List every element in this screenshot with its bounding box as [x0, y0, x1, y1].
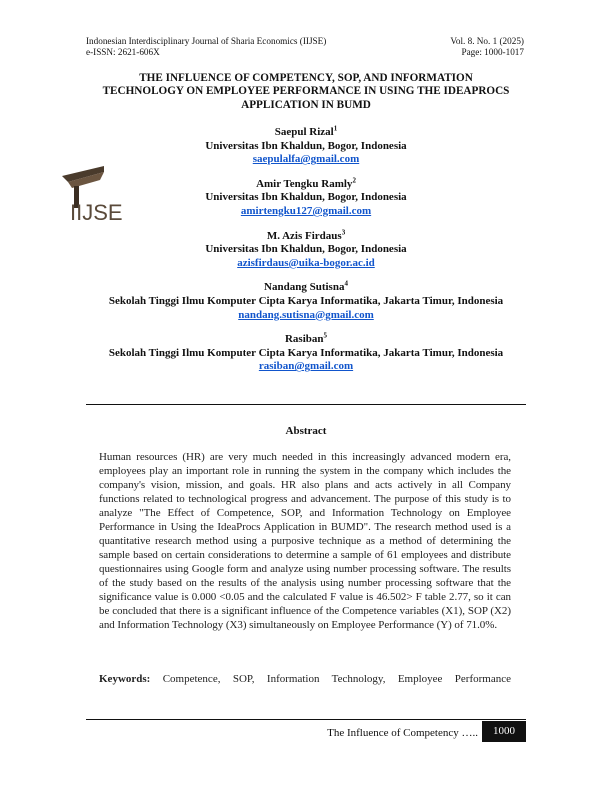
journal-pages: Page: 1000-1017	[461, 47, 524, 57]
page-number: 1000	[482, 721, 526, 742]
journal-issn: e-ISSN: 2621-606X	[86, 47, 160, 57]
author-affiliation: Universitas Ibn Khaldun, Bogor, Indonesia	[205, 139, 407, 152]
author-block	[60, 178, 552, 219]
footer-divider	[86, 719, 526, 720]
author-affiliation: Universitas Ibn Khaldun, Bogor, Indonesia	[205, 191, 407, 204]
keywords-line	[99, 672, 511, 686]
title-line: THE INFLUENCE OF COMPETENCY, SOP, AND INFORMATION	[139, 72, 473, 84]
author-name: Nandang Sutisna	[264, 281, 345, 294]
author-sup: 4	[344, 279, 348, 288]
author-list	[60, 126, 552, 385]
author-email-link[interactable]: azisfirdaus@uika-bogor.ac.id	[237, 256, 375, 269]
logo-text: IIJSE	[70, 200, 123, 224]
author-sup: 2	[352, 176, 356, 185]
journal-header-right	[450, 36, 524, 58]
journal-name: Indonesian Interdisciplinary Journal of Sharia Economics (IIJSE)	[86, 36, 327, 46]
journal-header-left	[86, 36, 326, 58]
author-sup: 3	[341, 227, 346, 236]
paper-title	[80, 72, 532, 112]
author-sup: 1	[333, 124, 338, 133]
author-name: Saepul Rizal	[274, 126, 334, 138]
author-name: Rasiban	[284, 333, 324, 346]
abstract-heading: Abstract	[285, 425, 327, 437]
author-affiliation: Sekolah Tinggi Ilmu Komputer Cipta Karya Informatika, Jakarta Timur, Indonesia	[108, 294, 504, 307]
author-email-link[interactable]: saepulalfa@gmail.com	[252, 153, 360, 166]
title-line: APPLICATION IN BUMD	[241, 98, 371, 111]
author-email-link[interactable]: nandang.sutisna@gmail.com	[238, 308, 374, 321]
author-sup: 5	[323, 331, 328, 340]
author-email-link[interactable]: amirtengku127@gmail.com	[240, 204, 372, 217]
author-affiliation: Universitas Ibn Khaldun, Bogor, Indonesia	[205, 243, 407, 256]
author-email-link[interactable]: rasiban@gmail.com	[258, 360, 354, 373]
journal-volume: Vol. 8. No. 1 (2025)	[450, 36, 524, 46]
author-block	[60, 333, 552, 374]
keywords-list: Competence, SOP, Information Technology, Employee Performance	[162, 673, 511, 685]
abstract-body: Human resources (HR) are very much needed in this increasingly advanced modern era, employees play an important role in running the system in the company which includes the company's vision, mission, and goals. HR also plans and acts actively in all Company functions related to technological progress and advancement. The purpose of this study is to analyze "The Effect of Competence, SOP, and Information Technology on Employee Performance in Using the IdeaProcs Application in BUMD". The research method used is a quantitative research method using a purposive technique as a method of determining the sample based on certain considerations to determine a sample of 61 employees and distribute questionnaires using Google form and analyze using number processing software. The results of the study based on the results of the analysis using number processing software that the significance value is 0.000 <0.05 and the calculated F value is 46.502> F table 2.77, so it can be concluded that there is a significant influence of the Competence variables (X1), SOP (X2) and Information Technology (X3) simultaneously on Employee Performance (Y) of 71.0%.	[99, 451, 511, 631]
author-name: M. Azis Firdaus	[266, 229, 342, 242]
section-divider	[86, 404, 526, 405]
title-line: TECHNOLOGY ON EMPLOYEE PERFORMANCE IN USING THE IDEAPROCS	[102, 85, 510, 98]
author-block	[60, 126, 552, 167]
running-title: The Influence of Competency …..	[327, 727, 478, 739]
keywords-label: Keywords:	[99, 673, 151, 685]
author-name: Amir Tengku Ramly	[256, 177, 353, 190]
author-affiliation: Sekolah Tinggi Ilmu Komputer Cipta Karya Informatika, Jakarta Timur, Indonesia	[108, 346, 504, 359]
author-block	[60, 227, 552, 271]
author-block	[60, 281, 552, 322]
